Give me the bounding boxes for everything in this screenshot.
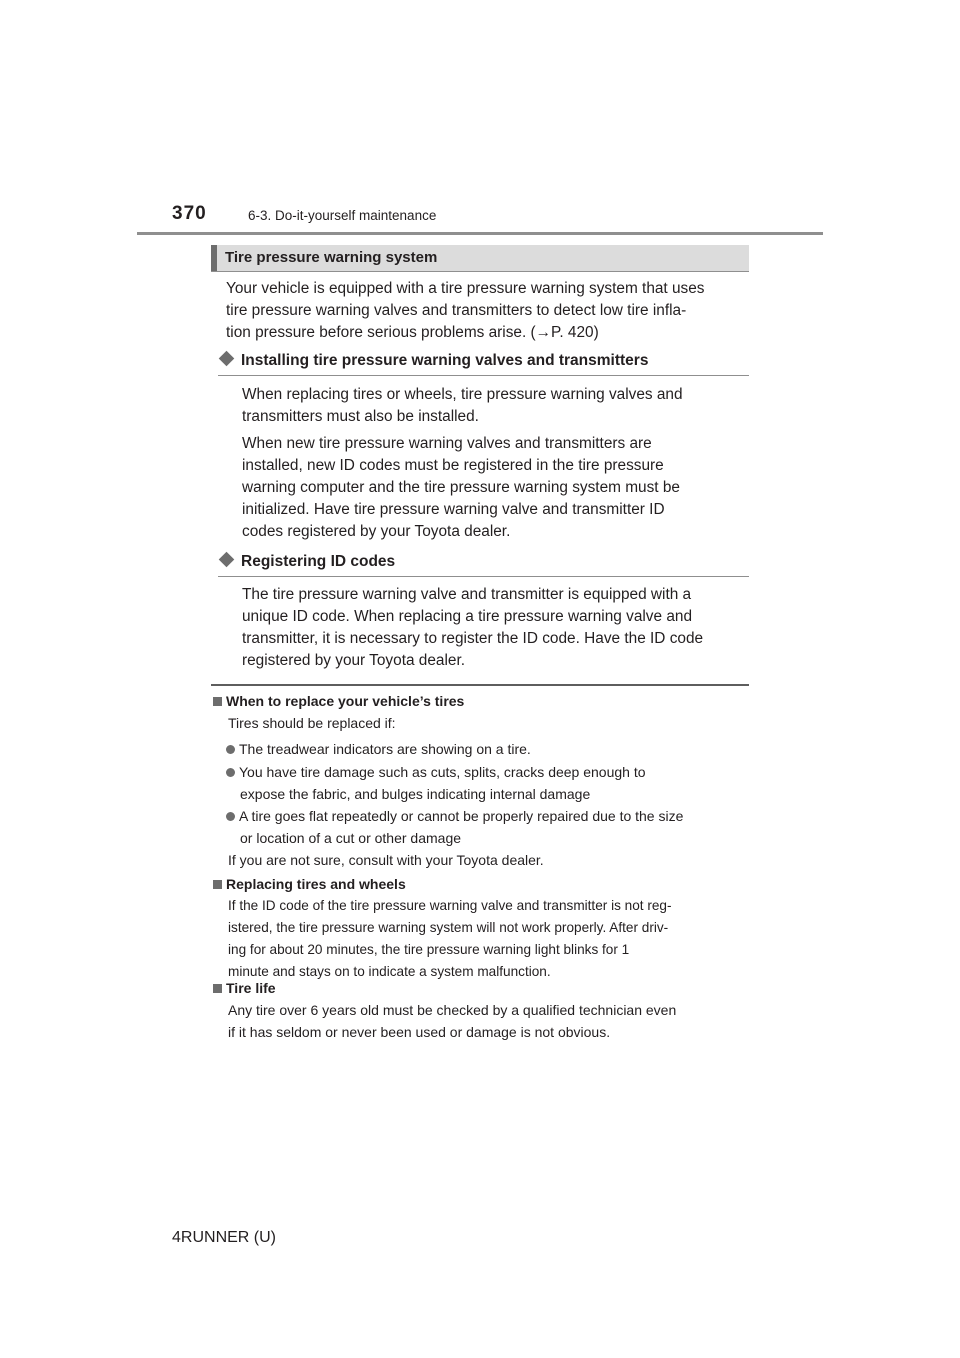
list-item: The treadwear indicators are showing on a tire. [226,738,749,760]
section-title-rule [211,271,749,272]
diamond-icon [219,552,235,568]
note-title-when-to-replace: When to replace your vehicle’s tires [213,693,464,709]
subsection-title-installing: Installing tire pressure warning valves and transmitters [218,352,749,370]
note-paragraph-replacing-tires: If the ID code of the tire pressure warning valve and transmitter is not reg- istered, the tire pressure warning system will not work properly. After driv- ing for about 20 minutes, the tire pressure warning light blinks for 1 minute and stays on to indicate a system malfunction. [228,898,672,979]
bullet-dot-icon [226,768,235,777]
section-title-bar [211,245,749,271]
square-bullet-icon [213,697,222,706]
bullet-dot-icon [226,812,235,821]
note-tail: If you are not sure, consult with your Toyota dealer. [228,852,544,868]
subsection-rule [218,576,749,577]
subsection-rule [218,375,749,376]
header-rule [137,232,823,235]
footer-model: 4RUNNER (U) [172,1229,276,1246]
notes-divider [211,684,749,686]
note-title-tire-life: Tire life [213,980,276,996]
list-item: A tire goes flat repeatedly or cannot be properly repaired due to the size or location of a cut or other damage [226,805,749,849]
chapter-title: 6-3. Do-it-yourself maintenance [248,208,437,223]
bullet-dot-icon [226,745,235,754]
square-bullet-icon [213,984,222,993]
paragraph-installing-2: When new tire pressure warning valves and transmitters are installed, new ID codes must be registered in the tire pressure warning computer and the tire pressure warning system must be initialized. Have tire pressure warning valve and transmitter ID codes registered by your Toyota dealer. [242,435,680,540]
note-paragraph-tire-life: Any tire over 6 years old must be checked by a qualified technician even if it has seldom or never been used or damage is not obvious. [228,1002,677,1040]
intro-paragraph: Your vehicle is equipped with a tire pressure warning system that uses tire pressure warning valves and transmitters to detect low tire infla- tion pressure before serious problems arise. (→P. 420) [226,280,705,341]
section-title: Tire pressure warning system [225,249,438,266]
paragraph-registering: The tire pressure warning valve and transmitter is equipped with a unique ID code. When replacing a tire pressure warning valve and transmitter, it is necessary to register the ID code. Have the ID code registered by your Toyota dealer. [242,586,704,669]
subsection-title-registering: Registering ID codes [218,553,749,571]
note-title-replacing-tires: Replacing tires and wheels [213,876,406,892]
page-number: 370 [172,203,207,224]
note-lead: Tires should be replaced if: [228,715,396,731]
diamond-icon [219,351,235,367]
list-item: You have tire damage such as cuts, splits, cracks deep enough to expose the fabric, and bulges indicating internal damage [226,761,749,805]
square-bullet-icon [213,880,222,889]
paragraph-installing-1: When replacing tires or wheels, tire pressure warning valves and transmitters must also be installed. [242,386,683,425]
